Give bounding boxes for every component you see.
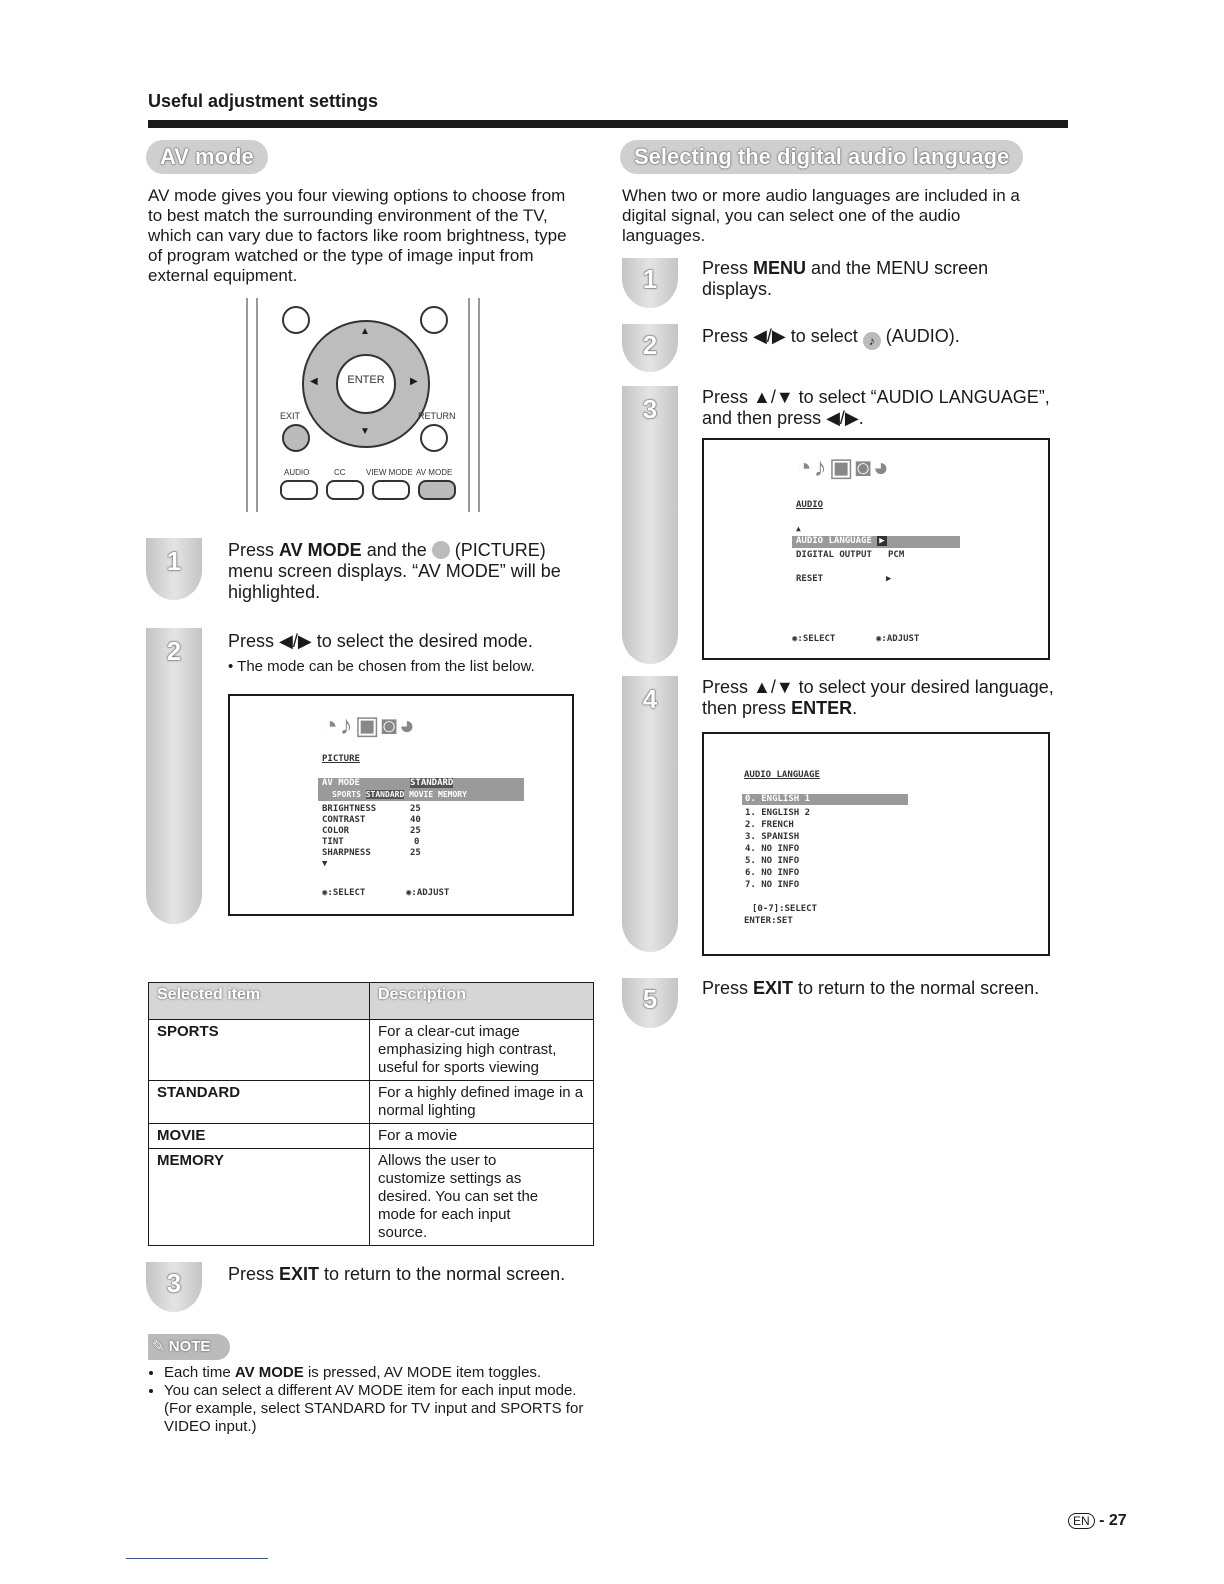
list-item: 3. SPANISH [745,832,800,842]
av-mode-intro: AV mode gives you four viewing options to choose from to best match the surrounding environment of the TV, which can vary due to factors like room brightness, type of program watched or the type of image input from external equipment. [148,186,567,285]
osd-down-arrow-icon: ▼ [322,859,328,869]
note-list [148,1364,604,1436]
osd-picture-items [322,804,432,870]
list-item: 5. NO INFO [745,856,800,866]
picture-osd [228,694,574,916]
language-osd [702,732,1050,956]
remote-exit-button [282,424,310,452]
table-cell-item: MEMORY [149,1149,370,1246]
audio-step-2-badge [622,324,678,372]
osd-mode-options: SPORTS STANDARD MOVIE MEMORY [318,790,524,801]
up-arrow-icon: ▲ [360,326,370,337]
audio-step-3-badge [622,386,678,664]
table-cell-description: For a highly defined image in a normal lighting [370,1081,594,1124]
table-header-row [149,983,594,1020]
step-2-number: 2 [166,636,182,666]
remote-enter-label: ENTER [347,374,385,386]
language-osd-selected: 0. ENGLISH 1 [742,794,908,805]
audio-step-5-number: 5 [642,984,658,1014]
av-mode-table [148,982,594,1246]
language-osd-set-hint: ENTER:SET [744,916,793,926]
table-row [149,1081,594,1124]
remote-illustration [246,298,482,512]
av-mode-heading: AV mode [146,140,268,174]
osd-item: CONTRAST 40 [322,815,421,825]
remote-top-right-button [420,306,448,334]
table-cell-item: MOVIE [149,1124,370,1149]
remote-audio-button [280,480,318,500]
down-arrow-icon: ▼ [360,426,370,437]
audio-step-4-text: Press ▲/▼ to select your desired language, then press ENTER. [702,677,1054,718]
osd-item: TINT 0 [322,837,420,847]
audio-osd-select-hint: ◉:SELECT [792,634,836,644]
table-cell-description: For a movie [370,1124,594,1149]
osd-select-hint: ◉:SELECT [322,888,366,898]
osd-menu-icons: ◔♪▣◙◕ [322,710,417,740]
remote-exit-label: EXIT [280,411,301,421]
audio-step-2-number: 2 [642,330,658,360]
remote-top-left-button [282,306,310,334]
remote-cc-button [326,480,364,500]
audio-step-5-text: Press EXIT to return to the normal screen. [702,978,1040,998]
av-step-3-text: Press EXIT to return to the normal screen. [228,1264,566,1284]
table-row [149,1124,594,1149]
audio-step-2-text: Press ◀/▶ to select ♪ (AUDIO). [702,326,960,348]
audio-step-1-text: Press MENU and the MENU screen displays. [702,258,989,299]
audio-step-1-badge [622,258,678,308]
table-header-description: Description [370,983,594,1020]
osd-avmode-row: AV MODE STANDARD [318,778,524,790]
osd-item: SHARPNESS 25 [322,848,421,858]
audio-osd-adjust-hint: ◉:ADJUST [876,634,920,644]
audio-osd-up-arrow-icon: ▲ [796,524,801,533]
header-rule [148,120,1068,128]
list-item: 6. NO INFO [745,868,800,878]
table-row [149,1020,594,1081]
osd-picture-title: PICTURE [322,754,360,764]
audio-osd-item: RESET ▶ [796,574,892,584]
note-badge: ✎ NOTE [148,1334,230,1360]
remote-dpad [302,320,430,448]
table-cell-item: STANDARD [149,1081,370,1124]
audio-step-5-badge [622,978,678,1028]
right-arrow-icon: ▶ [410,376,418,387]
osd-adjust-hint: ◉:ADJUST [406,888,450,898]
osd-item: COLOR 25 [322,826,421,836]
av-step-2-text: Press ◀/▶ to select the desired mode. [228,631,533,651]
audio-step-4-badge [622,676,678,952]
audio-language-intro: When two or more audio languages are included in a digital signal, you can select one of the audio languages. [622,186,1020,245]
left-arrow-icon: ◀ [310,376,318,387]
remote-avmode-label: AV MODE [416,468,453,477]
table-header-item: Selected item [149,983,370,1020]
av-step-1-text: Press AV MODE and the (PICTURE) menu screen displays. “AV MODE” will be highlighted. [228,540,561,602]
remote-cc-label: CC [334,468,346,477]
remote-viewmode-button [372,480,410,500]
language-osd-title: AUDIO LANGUAGE [744,770,820,780]
language-osd-list [745,807,810,891]
table-row [149,1149,594,1246]
list-item: 4. NO INFO [745,844,800,854]
table-cell-item: SPORTS [149,1020,370,1081]
note-item: • Each time AV MODE is pressed, AV MODE item toggles. [164,1364,604,1382]
step-1-number: 1 [166,546,182,576]
audio-osd-menu-icons: ◔♪▣◙◕ [796,452,891,482]
step-2-badge [146,628,202,924]
list-item: 2. FRENCH [745,820,794,830]
audio-step-3-text: Press ▲/▼ to select “AUDIO LANGUAGE”, and then press ◀/▶. [702,387,1050,428]
step-3-number: 3 [166,1268,182,1298]
list-item: 1. ENGLISH 2 [745,808,811,818]
pencil-icon: ✎ [152,1338,165,1355]
audio-step-3-number: 3 [642,394,658,424]
audio-osd-title: AUDIO [796,500,824,510]
page-section-title: Useful adjustment settings [148,91,379,111]
language-badge: EN [1068,1513,1095,1529]
audio-language-heading: Selecting the digital audio language [620,140,1023,174]
remote-audio-label: AUDIO [284,468,310,477]
remote-return-button [420,424,448,452]
audio-osd-language-row: AUDIO LANGUAGE ▶ [792,536,960,548]
av-step-2-bullet: • The mode can be chosen from the list below. [228,658,535,675]
language-osd-select-hint: [0-7]:SELECT [752,904,818,914]
audio-osd-right-arrow-icon: ▶ [879,536,885,546]
page-number: EN - 27 [1068,1512,1127,1530]
osd-item: BRIGHTNESS 25 [322,804,421,814]
table-cell-description: For a clear-cut image emphasizing high contrast, useful for sports viewing [370,1020,594,1081]
list-item: 7. NO INFO [745,880,800,890]
picture-icon [432,541,450,559]
audio-step-4-number: 4 [642,684,658,714]
note-item: • You can select a different AV MODE item for each input mode. (For example, select STANDARD for TV input and SPORTS for VIDEO input.) [164,1382,604,1436]
table-cell-description: Allows the user to customize settings as desired. You can set the mode for each input source. [370,1149,594,1246]
remote-return-label: RETURN [418,411,456,421]
audio-osd [702,438,1050,660]
audio-step-1-number: 1 [642,264,658,294]
remote-viewmode-label: VIEW MODE [366,468,413,477]
footer-line [126,1558,268,1559]
audio-osd-item: DIGITAL OUTPUT PCM [796,550,905,560]
remote-avmode-button [418,480,456,500]
step-3-badge [146,1262,202,1312]
step-1-badge [146,538,202,600]
audio-icon: ♪ [863,332,881,350]
